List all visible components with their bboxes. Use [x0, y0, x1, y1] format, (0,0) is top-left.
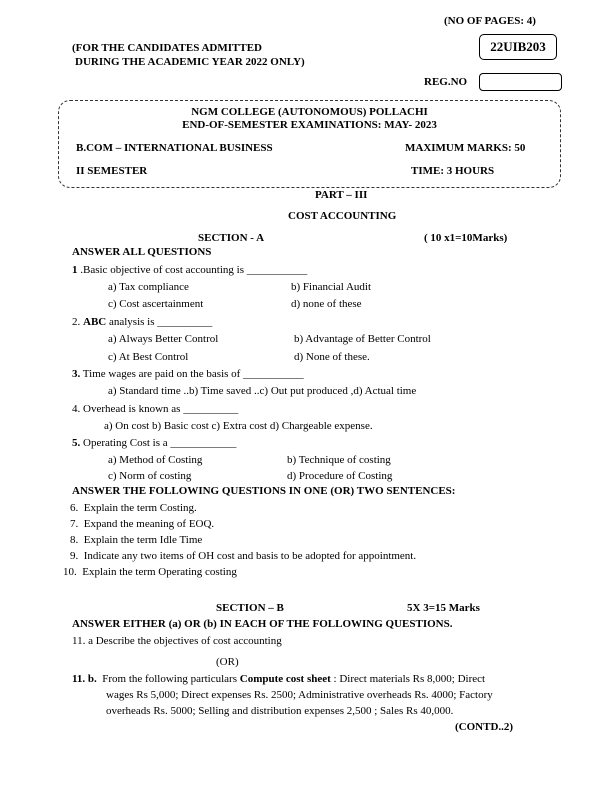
question-3 — [72, 368, 304, 381]
question-text: Explain the term Operating costing — [82, 566, 237, 578]
short-answer-instruction: ANSWER THE FOLLOWING QUESTIONS IN ONE (OR) TWO SENTENCES: — [72, 485, 456, 497]
question-11b-line-2: wages Rs 5,000; Direct expenses Rs. 2500; Administrative overheads Rs. 4000; Factory — [106, 689, 493, 701]
semester: II SEMESTER — [76, 165, 148, 177]
q1-option-a: a) Tax compliance — [108, 281, 189, 293]
question-2 — [72, 316, 212, 329]
question-number: 5. — [72, 437, 81, 449]
question-11a: 11. a Describe the objectives of cost accounting — [72, 635, 282, 647]
q5-option-d: d) Procedure of Costing — [287, 470, 393, 482]
question-text: Expand the meaning of EOQ. — [83, 518, 215, 530]
question-number: 9. — [70, 550, 79, 562]
exam-title: END-OF-SEMESTER EXAMINATIONS: MAY- 2023 — [182, 119, 437, 131]
section-b-instruction: ANSWER EITHER (a) OR (b) IN EACH OF THE FOLLOWING QUESTIONS. — [72, 618, 453, 630]
question-number: 10. — [63, 566, 77, 578]
reg-no-field[interactable] — [479, 73, 562, 91]
paper-code-box — [479, 34, 557, 60]
section-a-instruction: ANSWER ALL QUESTIONS — [72, 246, 212, 258]
q2-option-d: d) None of these. — [294, 351, 370, 363]
question-number: 7. — [70, 518, 79, 530]
question-text: analysis is __________ — [106, 316, 213, 328]
course-name: B.COM – INTERNATIONAL BUSINESS — [76, 142, 273, 154]
q5-option-c: c) Norm of costing — [108, 470, 192, 482]
reg-no-label: REG.NO — [424, 76, 468, 88]
part-title: PART – III — [315, 189, 368, 201]
question-text: Explain the term Costing. — [83, 502, 197, 514]
q5-option-b: b) Technique of costing — [287, 454, 391, 466]
question-11b-line-1 — [72, 673, 485, 686]
question-text: Operating Cost is a ____________ — [80, 437, 237, 449]
admitted-line-2: DURING THE ACADEMIC YEAR 2022 ONLY) — [75, 56, 305, 68]
question-4: 4. Overhead is known as __________ — [72, 403, 239, 415]
short-question — [70, 534, 202, 547]
short-question — [70, 550, 416, 563]
q4-options: a) On cost b) Basic cost c) Extra cost d) Chargeable expense. — [104, 420, 373, 432]
question-1 — [72, 264, 307, 277]
q2-option-c: c) At Best Control — [108, 351, 189, 363]
question-text: Time wages are paid on the basis of ___________ — [80, 368, 304, 380]
question-text: : Direct materials Rs 8,000; Direct — [330, 673, 486, 685]
question-text: Explain the term Idle Time — [83, 534, 203, 546]
question-number: 2. — [72, 316, 83, 328]
question-number: 1 — [72, 264, 78, 276]
section-a-marks: ( 10 x1=10Marks) — [424, 232, 508, 244]
question-number: 6. — [70, 502, 79, 514]
short-question — [70, 502, 197, 515]
question-bold-term: Compute cost sheet — [239, 673, 331, 685]
question-number: 8. — [70, 534, 79, 546]
q1-option-d: d) none of these — [291, 298, 362, 310]
paper-code: 22UIB203 — [490, 39, 546, 54]
q1-option-b: b) Financial Audit — [291, 281, 372, 293]
q5-option-a: a) Method of Costing — [108, 454, 203, 466]
q1-option-c: c) Cost ascertainment — [108, 298, 204, 310]
or-separator: (OR) — [216, 656, 239, 668]
max-marks: MAXIMUM MARKS: 50 — [405, 142, 526, 154]
continued-note: (CONTD..2) — [455, 721, 514, 733]
question-5 — [72, 437, 236, 450]
short-question — [70, 518, 214, 531]
section-b-title: SECTION – B — [216, 602, 284, 614]
exam-time: TIME: 3 HOURS — [411, 165, 495, 177]
q2-option-b: b) Advantage of Better Control — [294, 333, 431, 345]
short-question — [63, 566, 237, 579]
page-count: (NO OF PAGES: 4) — [444, 15, 536, 27]
q3-options: a) Standard time ..b) Time saved ..c) Out put produced ,d) Actual time — [108, 385, 417, 397]
question-number: 3. — [72, 368, 81, 380]
question-bold-term: ABC — [83, 316, 107, 328]
section-b-marks: 5X 3=15 Marks — [407, 602, 480, 614]
question-text: Indicate any two items of OH cost and basis to be adopted for appointment. — [83, 550, 417, 562]
q2-option-a: a) Always Better Control — [108, 333, 219, 345]
admitted-line-1: (FOR THE CANDIDATES ADMITTED — [72, 42, 262, 54]
question-text: From the following particulars — [102, 673, 240, 685]
section-a-title: SECTION - A — [198, 232, 265, 244]
subject-title: COST ACCOUNTING — [288, 210, 397, 222]
question-text: .Basic objective of cost accounting is ___________ — [77, 264, 308, 276]
question-11b-line-3: overheads Rs. 5000; Selling and distribution expenses 2,500 ; Sales Rs 40,000. — [106, 705, 454, 717]
question-number: 11. b. — [72, 673, 97, 685]
college-name: NGM COLLEGE (AUTONOMOUS) POLLACHI — [191, 106, 428, 118]
